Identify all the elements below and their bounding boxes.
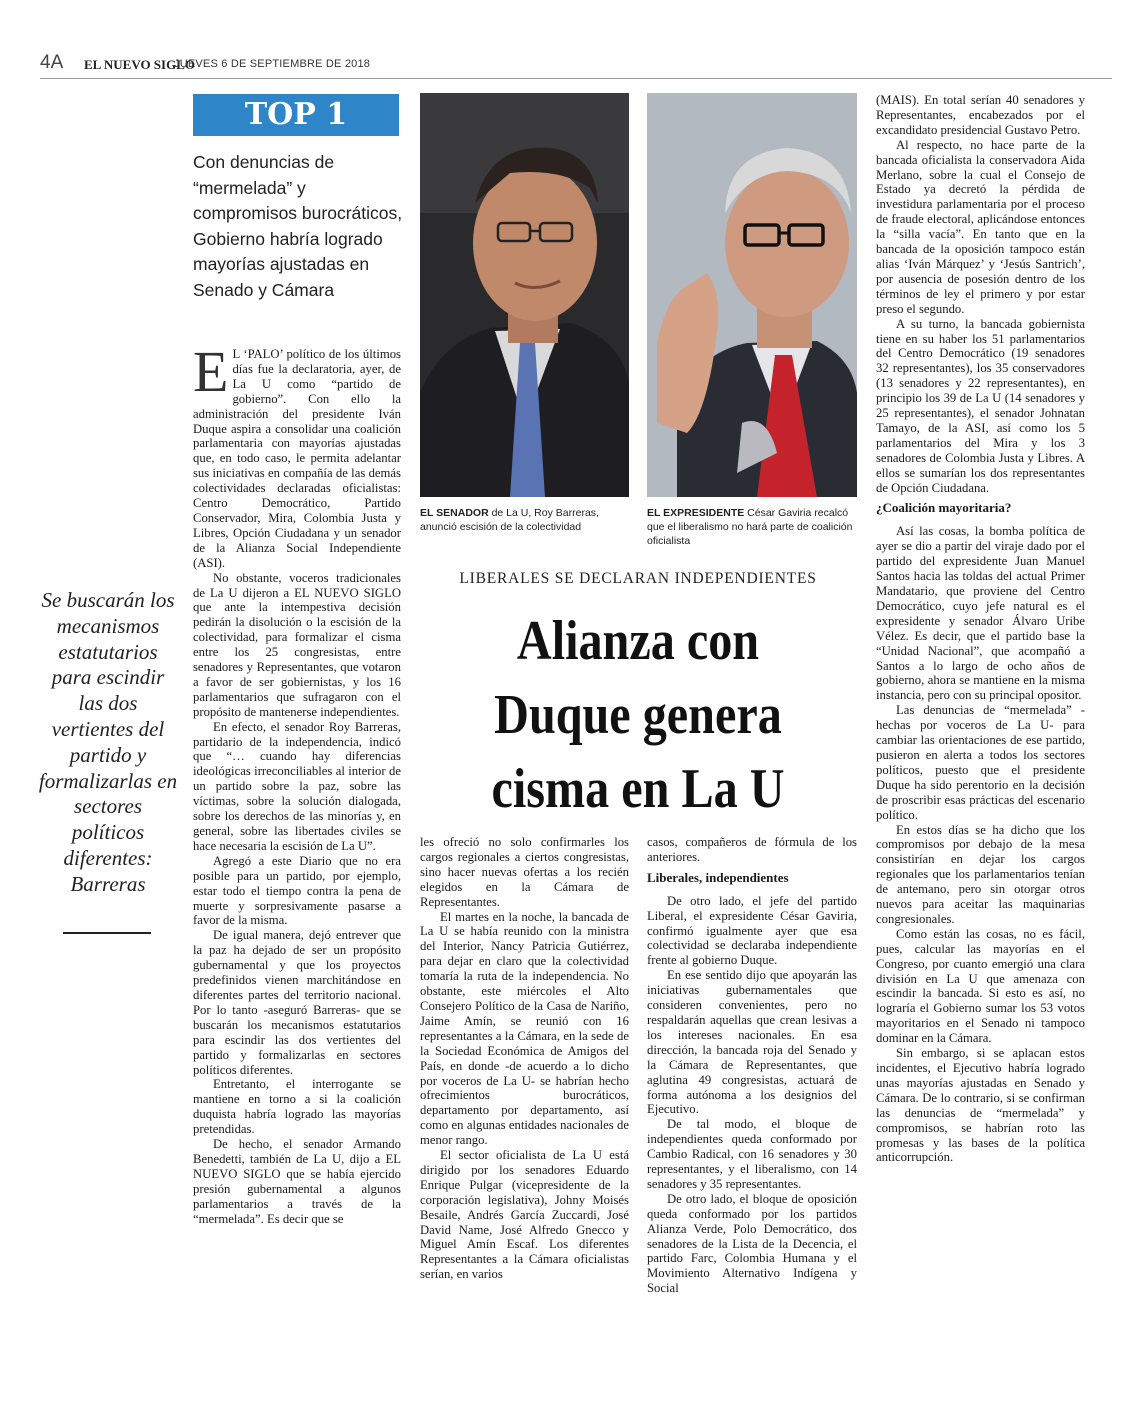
kicker: LIBERALES SE DECLARAN INDEPENDIENTES xyxy=(459,570,817,587)
article-column-4 xyxy=(876,93,1085,1165)
photo-icon xyxy=(647,93,857,497)
paragraph: En efecto, el senador Roy Barreras, partidario de la independencia, indicó que “… cuando hay diferencias ideológicas irreconciliables al interior de un partido sobre la paz, sobre las víctimas, sobre la solución dialogada, sobre los derechos de las minorías y, en general, sobre las libertades civiles se hace necesaria la escisión de La U”. xyxy=(193,719,401,853)
paragraph: El sector oficialista de La U está dirigido por los senadores Eduardo Enrique Pulgar (vicepresidente de la corporación legislativa), Johny Moisés Besaile, Andrés García Zuccardi, José David Name, José Alfredo Gnecco y Miguel Amín Escaf. Los diferentes Representantes a la Cámara oficialistas serían, en varios xyxy=(420,1148,629,1282)
pull-quote: Se buscarán los mecanismos estatutarios para escindir las dos vertientes del partido y formalizarlas en sectores políticos diferentes: Barreras xyxy=(38,588,178,896)
page-number: 4A xyxy=(40,52,64,73)
top-label: TOP 1 xyxy=(193,94,399,136)
paragraph: En estos días se ha dicho que los compromisos por debajo de la mesa consistirían en dejar los cargos regionales que los parlamentarios tenían de antemano, pero sin otorgar otros nuevos para aceitar las maquinarias congresionales. xyxy=(876,822,1085,926)
issue-date: JUEVES 6 DE SEPTIEMBRE DE 2018 xyxy=(174,58,371,70)
paragraph: Sin embargo, si se aplacan estos incidentes, el Ejecutivo habría logrado unas mayorías ajustadas en Senado y Cámara. De lo contrario, si se confirman las denuncias de “mermelada” y compromisos, se habrían roto las promesas y las bases de la política anticorrupción. xyxy=(876,1046,1085,1165)
pull-quote-rule xyxy=(63,932,151,934)
paragraph: Como están las cosas, no es fácil, pues, calcular las mayorías en el Congreso, por cuanto emergió una clara división en La U que amenaza con escindir la bancada. Si esto es así, no lograría el Gobierno sumar los 53 votos mayoritarios en el Senado ni tampoco dominar en la Cámara. xyxy=(876,926,1085,1046)
portrait-photo-roy-barreras xyxy=(420,93,629,497)
paragraph: E L ‘PALO’ político de los últimos días fue la declaratoria, ayer, de La U como “partido de gobierno”. Con ello la administración del presidente Iván Duque aspira a consolidar una coalición parlamentaria con mayorías ajustadas que, en todo caso, le permita adelantar sus iniciativas en compañía de las demás colectividades declaradas oficialistas: Centro Democrático, Partido Conservador, Mira, Colombia Justa y Libres, Opción Ciudadana y un senador de la Alianza Social Independiente (ASI). xyxy=(193,339,401,570)
paragraph: El martes en la noche, la bancada de La U se había reunido con la ministra del Interior, Nancy Patricia Gutiérrez, para dejar en claro que la colectividad tomaría la ruta de la independencia. No obstante, este miércoles el Alto Consejero Político de la Casa de Nariño, Jaime Amín, se reunió con 16 representantes a la Cámara, en la sede de la Sociedad Económica de Amigos del País, en donde -de acuerdo a lo dicho por voceros de La U- se habrían hecho ofrecimientos burocráticos, departamento por departamento, así como en algunas entidades nacionales de menor rango. xyxy=(420,909,629,1148)
paragraph: De otro lado, el bloque de oposición queda conformado por los partidos Alianza Verde, Polo Democrático, dos senadores de la Lista de la Decencia, el partido Farc, Colombia Humana y el Movimiento Alternativo Indígena y Social xyxy=(647,1191,857,1296)
newspaper-name: EL NUEVO SIGLO xyxy=(84,57,195,72)
paragraph: Entretanto, el interrogante se mantiene en torno a si la coalición duquista habría logrado las mayorías pretendidas. xyxy=(193,1077,401,1137)
photo-icon xyxy=(420,93,629,497)
portrait-photo-cesar-gaviria xyxy=(647,93,857,497)
paragraph: Al respecto, no hace parte de la bancada oficialista la conservadora Aida Merlano, sobre la cual el Consejo de Estado ya decretó la pérdida de investidura parlamentaria por el proceso de fraude electoral, aplicándose entonces la “silla vacía”. En tanto que en la bancada de la oposición tampoco están alias ‘Iván Márquez’ y ‘Jesús Santrich’, por ausencia de posesión dentro de los términos de ley el primero y por estar preso el segundo. xyxy=(876,137,1085,316)
paragraph: Las denuncias de “mermelada” -hechas por voceros de La U- para cambiar las orientaciones de ese partido, pusieron en alerta a todos los sectores políticos, puesto que el presidente Duque ha sido perentorio en la decisión de proscribir esas prácticas del escenario político. xyxy=(876,703,1085,822)
paragraph: De igual manera, dejó entrever que la paz ha dejado de ser un propósito gubernamental y que los proyectos predefinidos vienen marchitándose en diferentes partes del territorio nacional. Por lo tanto -aseguró Barreras- que se buscarán los mecanismos estatutarios para escindir las dos vertientes del partido y formalizarlas en sectores políticos diferentes. xyxy=(193,928,401,1077)
paragraph: (MAIS). En total serían 40 senadores y Representantes, encabezados por el excandidato presidencial Gustavo Petro. xyxy=(876,93,1085,137)
paragraph: No obstante, voceros tradicionales de La U dijeron a EL NUEVO SIGLO que ante la intempestiva decisión pedirán la disolución o la escisión de la colectividad, para formalizar el cisma entre los 25 congresistas, entre senadores y Representantes, que votaron a favor de ser gobiernistas, y los 16 parlamentarios que sufragaron con el propósito de mantenerse independientes. xyxy=(193,570,401,719)
paragraph: Así las cosas, la bomba política de ayer se dio a partir del viraje dado por el partido del expresidente Juan Manuel Santos hacia las toldas del actual Primer Mandatario, que proviene del Centro Democrático, cuyo jefe natural es el expresidente y senador Álvaro Uribe Vélez. Es decir, que el partido base la “Unidad Nacional”, que acompañó a Santos a lo largo de ocho años de gobierno, ahora se mantiene en la misma instancia, pero con su principal opositor. xyxy=(876,524,1085,703)
drop-cap: E xyxy=(193,339,229,404)
article-column-2 xyxy=(420,835,629,1282)
paragraph: En ese sentido dijo que apoyarán las iniciativas gubernamentales que consideren convenientes, pero no respaldarán aquellas que crean lesivas a los intereses nacionales. En esa dirección, la bancada roja del Senado y la Cámara de Representantes, que aglutina 49 congresistas, actuará de forma autónoma a los designios del Ejecutivo. xyxy=(647,968,857,1117)
photo-caption-left: EL SENADOR de La U, Roy Barreras, anunció escisión de la colectividad xyxy=(420,507,599,533)
article-column-3 xyxy=(647,835,857,1296)
paragraph: De hecho, el senador Armando Benedetti, también de La U, dijo a EL NUEVO SIGLO que se había ejercido presión gubernamental a algunos parlamentarios a través de la “mermelada”. Es decir que se xyxy=(193,1137,401,1226)
article-column-1 xyxy=(193,339,401,1226)
paragraph: De otro lado, el jefe del partido Liberal, el expresidente César Gaviria, confirmó igualmente ayer que esa colectividad se declaraba independiente frente al gobierno Duque. xyxy=(647,893,857,968)
paragraph: A su turno, la bancada gobiernista tiene en su haber los 51 parlamentarios del Centro Democrático (19 senadores 32 representantes), los 35 conservadores (13 senadores y 22 representantes), en principio los 39 de La U (14 senadores y 25 representantes), el senador Johnatan Tamayo, de la ASI, así como los 5 parlamentarios del Mira y los 3 senadores de Colombia Justa y Libres. A ellos se sumarían los dos representantes de Opción Ciudadana. xyxy=(876,316,1085,495)
paragraph: les ofreció no solo confirmarles los cargos regionales a ciertos congresistas, sino hacer nuevas ofertas a los recién elegidos en la Cámara de Representantes. xyxy=(420,835,629,909)
header-rule xyxy=(40,78,1112,79)
headline: Alianza con Duque genera cisma en La U xyxy=(491,610,785,820)
paragraph: Agregó a este Diario que no era posible para un partido, por ejemplo, estar todo el tiempo contra la pena de muerte y sorpresivamente pasarse a favor de la misma. xyxy=(193,853,401,928)
section-heading: ¿Coalición mayoritaria? xyxy=(876,500,1012,516)
subheadline: Con denuncias de “mermelada” y compromisos burocráticos, Gobierno habría logrado mayorías ajustadas en Senado y Cámara xyxy=(193,152,403,300)
paragraph: casos, compañeros de fórmula de los anteriores. xyxy=(647,835,857,864)
photo-caption-right: EL EXPRESIDENTE César Gaviria recalcó que el liberalismo no hará parte de coalición oficialista xyxy=(647,507,853,547)
section-heading: Liberales, independientes xyxy=(647,869,789,885)
paragraph: De tal modo, el bloque de independientes queda conformado por Cambio Radical, con 16 senadores y 30 representantes, y el liberalismo, con 14 senadores y 35 representantes. xyxy=(647,1117,857,1191)
